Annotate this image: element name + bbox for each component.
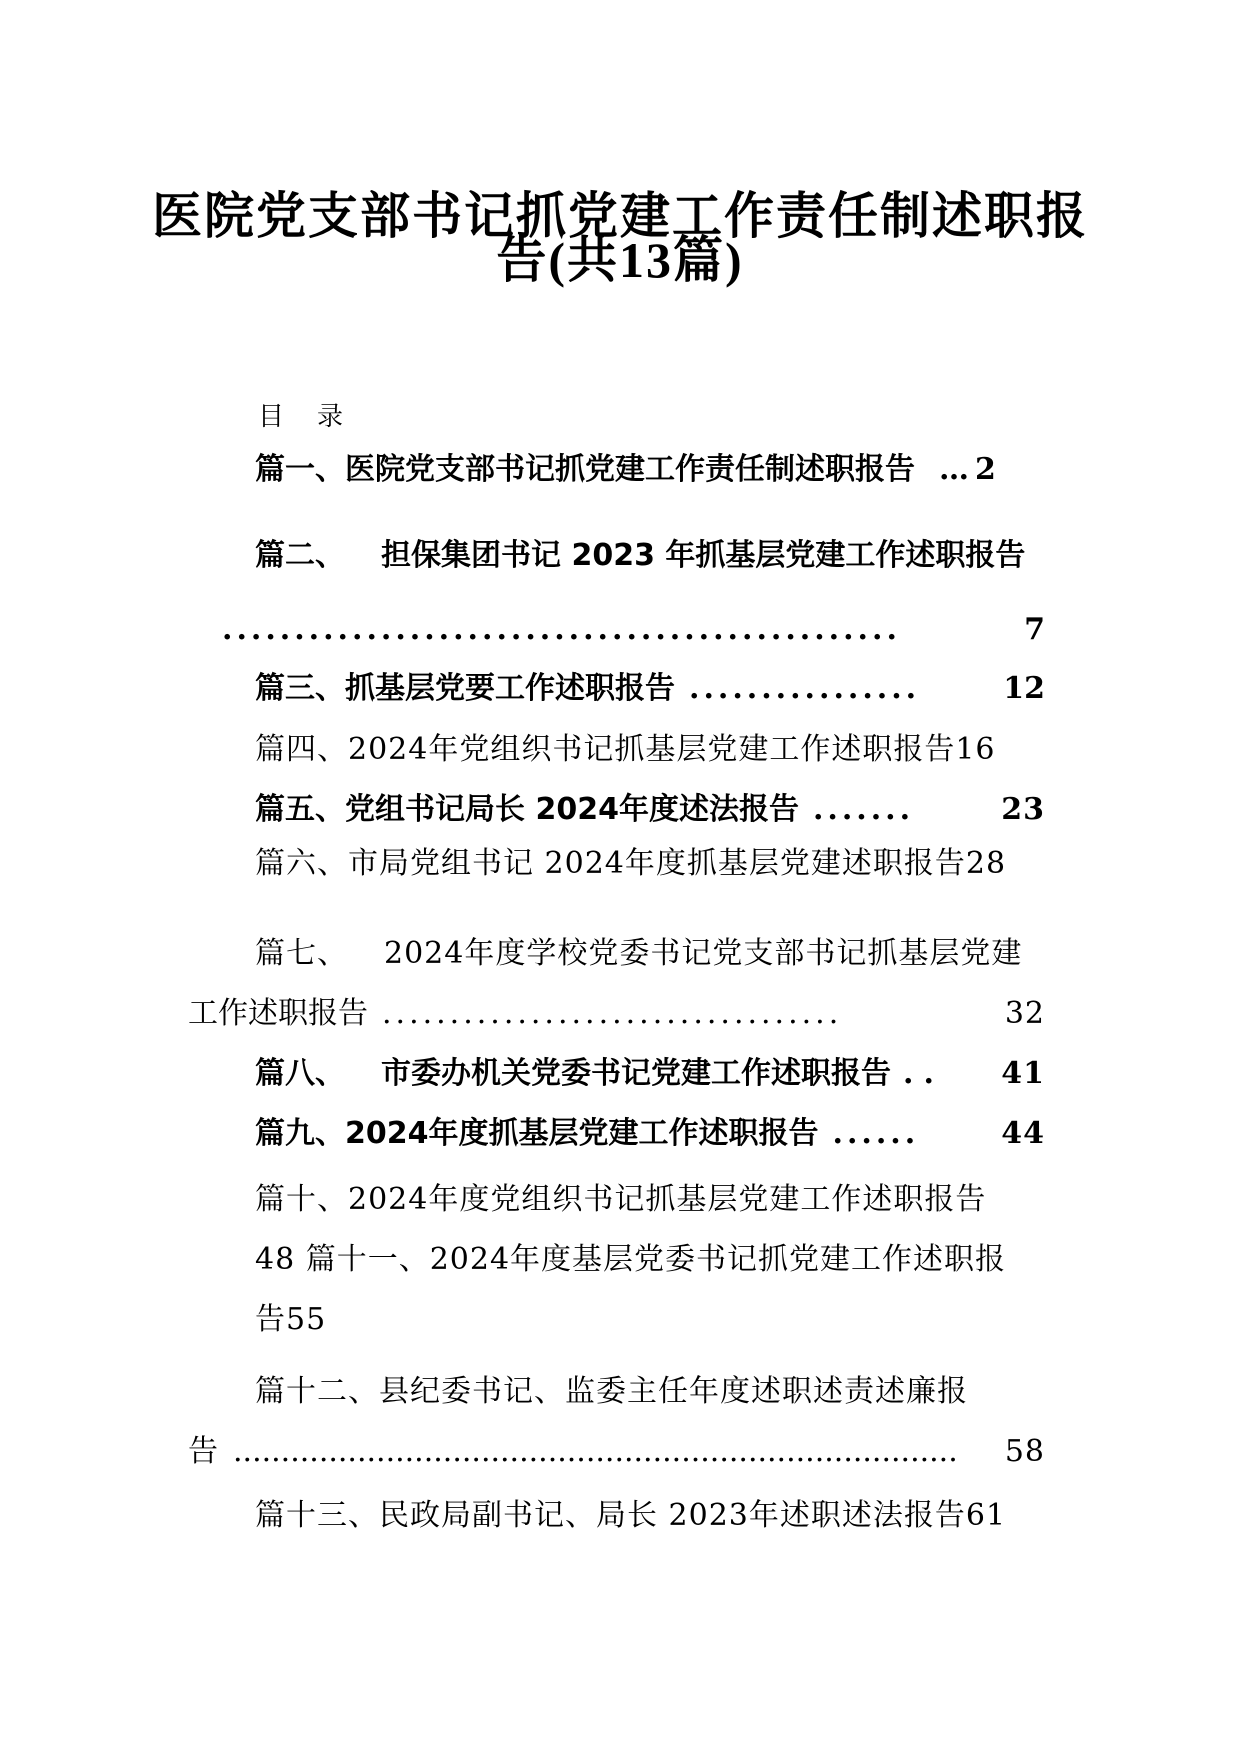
toc-page-number: 23 (1001, 792, 1045, 827)
toc-page-number: 58 (1004, 1434, 1045, 1469)
toc-page-number: 32 (1004, 996, 1045, 1031)
toc-entry-title: 市委办机关党委书记党建工作述职报告 (381, 1056, 891, 1091)
toc-entry-7 (255, 932, 1022, 976)
toc-entry-prefix: 篇七、 (255, 936, 348, 971)
toc-entry-10: 篇十、2024年度党组织书记抓基层党建工作述职报告 (255, 1182, 987, 1217)
toc-page-number: 7 (1024, 612, 1045, 647)
toc-entry-2-leader-line (222, 608, 1045, 652)
toc-leader: ...... (832, 1116, 920, 1151)
toc-leader: ................ (689, 671, 921, 706)
toc-entry-13: 篇十三、民政局副书记、局长 2023年述职述法报告61 (255, 1498, 1007, 1533)
toc-entry-1 (255, 448, 1045, 492)
toc-entry-4: 篇四、2024年党组织书记抓基层党建工作述职报告16 (255, 732, 996, 767)
toc-entry-title: 篇五、党组书记局长 2024年度述法报告 (255, 792, 799, 827)
toc-leader: ....... (812, 792, 915, 827)
toc-entry-12-continuation (188, 1430, 1045, 1474)
toc-entry-title: 篇九、2024年度抓基层党建工作述职报告 (255, 1116, 819, 1151)
toc-entry-9 (255, 1112, 1045, 1156)
toc-entry-title-continued: 告 (188, 1434, 219, 1469)
toc-entry-12: 篇十二、县纪委书记、监委主任年度述职述责述廉报 (255, 1374, 968, 1409)
toc-leader: .. (903, 1056, 944, 1091)
toc-entry-title: 2024年度学校党委书记党支部书记抓基层党建 (384, 936, 1023, 971)
toc-entry-prefix: 篇二、 (255, 538, 345, 573)
toc-entry-title: 篇一、医院党支部书记抓党建工作责任制述职报告 (255, 452, 915, 487)
toc-entry-prefix: 篇八、 (255, 1056, 345, 1091)
toc-entry-8 (255, 1052, 1045, 1096)
toc-page-number: 12 (1003, 671, 1045, 706)
toc-heading: 目 录 (258, 402, 344, 432)
document-title-line-2: 告(共13篇) (496, 232, 744, 288)
document-title-line-1: 医院党支部书记抓党建工作责任制述职报 (152, 188, 1088, 244)
toc-page-number: 44 (1001, 1116, 1045, 1151)
toc-entry-5 (255, 788, 1045, 832)
toc-entry-2 (255, 534, 1025, 578)
toc-entry-title-continued: 工作述职报告 (188, 996, 368, 1031)
toc-page-number: 41 (1001, 1056, 1045, 1091)
toc-entry-11-continuation: 告55 (255, 1302, 327, 1337)
toc-page-number: 2 (975, 452, 996, 487)
toc-entry-title: 担保集团书记 2023 年抓基层党建工作述职报告 (381, 538, 1026, 573)
toc-entry-6: 篇六、市局党组书记 2024年度抓基层党建述职报告28 (255, 846, 1007, 881)
toc-leader: ............................................................................ (233, 1434, 958, 1469)
toc-leader: .................................. (382, 996, 843, 1031)
toc-entry-7-continuation (188, 992, 1045, 1036)
toc-entry-title: 篇三、抓基层党要工作述职报告 (255, 671, 675, 706)
toc-entry-3 (255, 667, 1045, 711)
toc-leader: … (939, 452, 969, 487)
toc-entry-10-continuation: 48 篇十一、2024年度基层党委书记抓党建工作述职报 (255, 1242, 1007, 1277)
toc-leader: ............................................... (222, 612, 901, 647)
